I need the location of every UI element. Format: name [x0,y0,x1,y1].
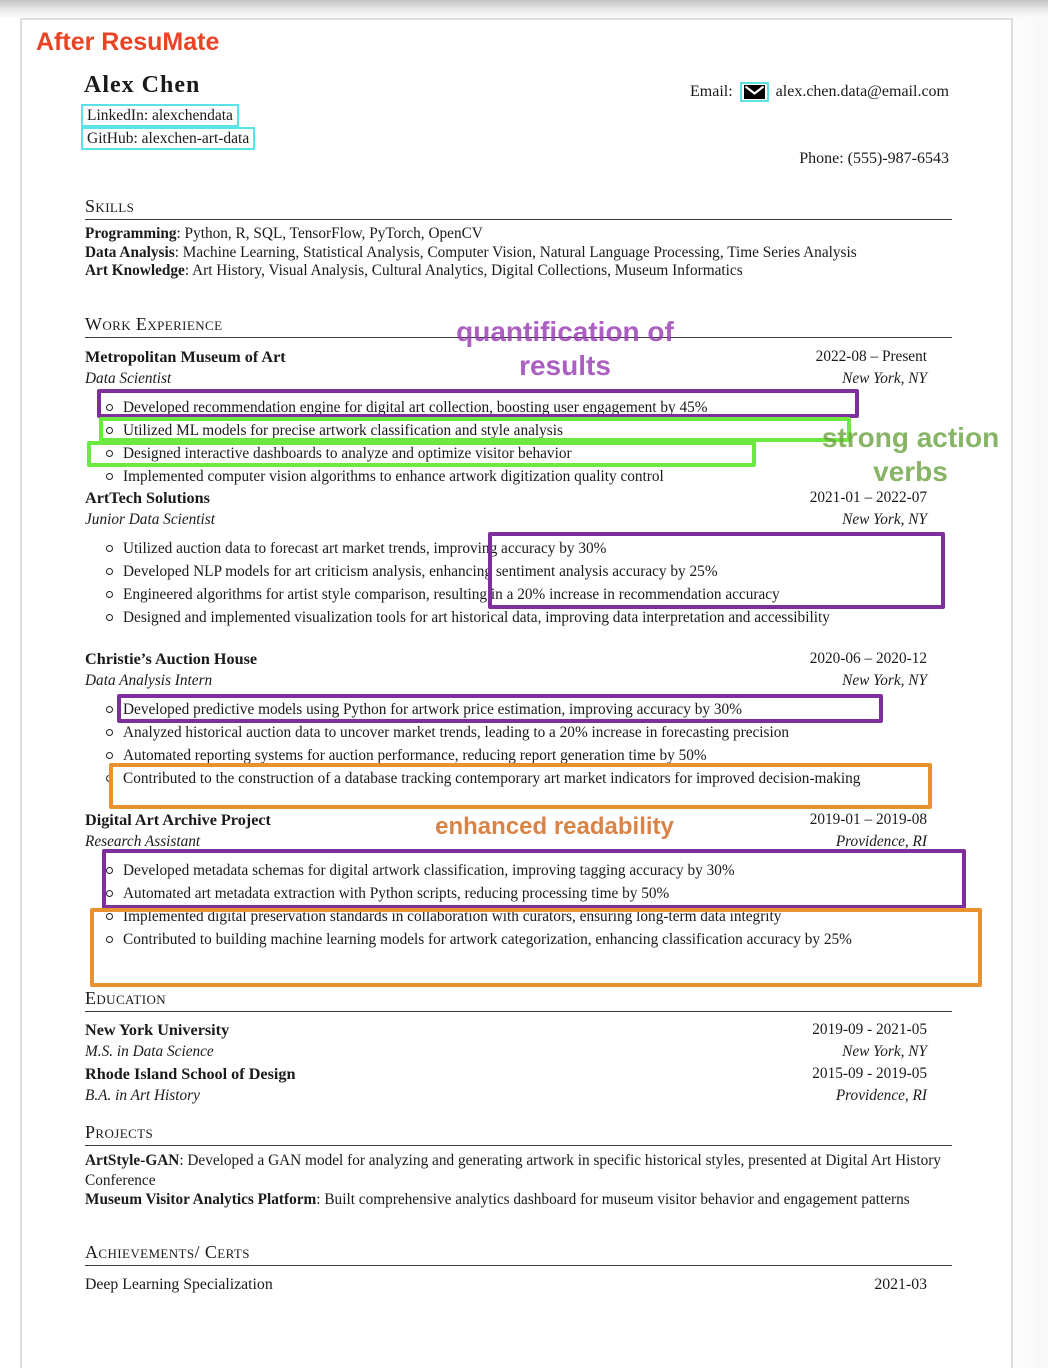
bullet: Implemented computer vision algorithms to enhance artwork digitization quality control [85,465,952,488]
project-row: ArtStyle-GAN: Developed a GAN model for analyzing and generating artwork in specific historical styles, presented at Digital Art History Conference [85,1152,941,1189]
job-digital-archive [85,809,952,951]
bullet: Contributed to the construction of a database tracking contemporary art market indicators for improved decision-making [85,767,895,790]
job-location: New York, NY [842,370,927,387]
skill-row: Art Knowledge: Art History, Visual Analysis, Cultural Analytics, Digital Collections, Museum Informatics [85,262,743,280]
bullet-icon [106,706,113,713]
email-label: Email: [690,83,733,100]
job-location: New York, NY [842,672,927,689]
projects-section-title: Projects [85,1122,952,1146]
candidate-name: Alex Chen [84,72,201,98]
job-dates: 2022-08 – Present [815,348,927,365]
bullet-icon [106,614,113,621]
edu-dates: 2015-09 - 2019-05 [812,1065,927,1082]
edu-location: Providence, RI [835,1087,927,1104]
skills-list [85,225,957,281]
work-section-title: Work Experience [85,314,952,338]
company-name: Digital Art Archive Project [85,811,271,829]
bullet-icon [106,404,113,411]
bullet: Automated reporting systems for auction performance, reducing report generation time by 50% [85,744,952,767]
job-met-museum [85,346,952,488]
bullet-icon [106,545,113,552]
achievements-list [85,1276,952,1294]
phone-number: Phone: (555)-987-6543 [799,150,949,167]
job-role: Research Assistant [85,833,201,850]
quantification-annotation-label: quantification of results [456,316,674,381]
bullet: Automated art metadata extraction with Python scripts, reducing processing time by 50% [85,882,952,905]
bullet: Utilized auction data to forecast art market trends, improving accuracy by 30% [85,537,952,560]
job-location: Providence, RI [835,833,927,850]
bullet-icon [106,890,113,897]
project-row: Museum Visitor Analytics Platform: Built comprehensive analytics dashboard for museum visitor behavior and engagement patterns [85,1191,910,1208]
job-dates: 2020-06 – 2020-12 [809,650,927,667]
school-name: Rhode Island School of Design [85,1065,296,1083]
viewer-right-gutter [1013,18,1048,1368]
education-section-title: Education [85,988,952,1012]
job-role: Data Scientist [85,370,172,387]
bullet: Engineered algorithms for artist style comparison, resulting in a 20% increase in recommendation accuracy [85,583,952,606]
bullet-icon [106,913,113,920]
bullet: Implemented digital preservation standards in collaboration with curators, ensuring long-term data integrity [85,905,952,928]
bullet-icon [106,729,113,736]
bullet: Developed NLP models for art criticism analysis, enhancing sentiment analysis accuracy by 25% [85,560,952,583]
strong-action-verbs-annotation-label: strong action verbs [821,422,1000,487]
edu-location: New York, NY [842,1043,927,1060]
enhanced-readability-annotation-label: enhanced readability [435,813,674,840]
after-resumate-label: After ResuMate [36,28,220,56]
job-location: New York, NY [842,511,927,528]
bullet-icon [106,752,113,759]
bullet: Developed metadata schemas for digital artwork classification, improving tagging accuracy by 30% [85,859,952,882]
bullet-icon [106,568,113,575]
achievements-section-title: Achievements/ Certs [85,1242,952,1266]
bullet: Utilized ML models for precise artwork classification and style analysis [85,419,952,442]
bullet-icon [106,450,113,457]
company-name: Metropolitan Museum of Art [85,348,286,366]
job-role: Junior Data Scientist [85,511,216,528]
bullet-icon [106,775,113,782]
skill-row: Programming: Python, R, SQL, TensorFlow, PyTorch, OpenCV [85,225,483,242]
projects-list [85,1151,952,1210]
skills-section-title: Skills [85,196,952,220]
bullet: Designed interactive dashboards to analyze and optimize visitor behavior [85,442,952,465]
skill-row: Data Analysis: Machine Learning, Statistical Analysis, Computer Vision, Natural Language Processing, Time Series Analysis [85,243,857,261]
job-dates: 2019-01 – 2019-08 [809,811,927,828]
bullet-icon [106,591,113,598]
github-link[interactable]: GitHub: alexchen-art-data [81,127,255,150]
bullet: Designed and implemented visualization tools for art historical data, improving data interpretation and accessibility [85,606,890,629]
bullet: Developed predictive models using Python for artwork price estimation, improving accuracy by 30% [85,698,952,721]
job-dates: 2021-01 – 2022-07 [809,489,927,506]
email-address[interactable]: alex.chen.data@email.com [775,83,949,100]
job-arttech [85,487,952,629]
bullet-icon [106,427,113,434]
company-name: ArtTech Solutions [85,489,210,507]
job-christies [85,648,952,790]
resume-page [20,18,1013,1368]
school-name: New York University [85,1021,230,1039]
bullet-icon [106,867,113,874]
bullet: Developed recommendation engine for digital art collection, boosting user engagement by 45% [85,396,952,419]
bullet: Analyzed historical auction data to uncover market trends, leading to a 20% increase in forecasting precision [85,721,952,744]
education-list [85,1019,952,1107]
degree: M.S. in Data Science [85,1043,214,1060]
cert-name: Deep Learning Specialization [85,1276,273,1293]
company-name: Christie’s Auction House [85,650,258,668]
cert-date: 2021-03 [874,1276,927,1293]
degree: B.A. in Art History [85,1087,200,1104]
job-role: Data Analysis Intern [85,672,213,689]
email-row [690,82,949,102]
bullet: Contributed to building machine learning models for artwork categorization, enhancing classification accuracy by 25% [85,928,952,951]
edu-dates: 2019-09 - 2021-05 [812,1021,927,1038]
bullet-icon [106,936,113,943]
envelope-icon [740,82,769,102]
linkedin-link[interactable]: LinkedIn: alexchendata [81,104,239,127]
viewer-top-edge [0,0,1048,18]
bullet-icon [106,473,113,480]
